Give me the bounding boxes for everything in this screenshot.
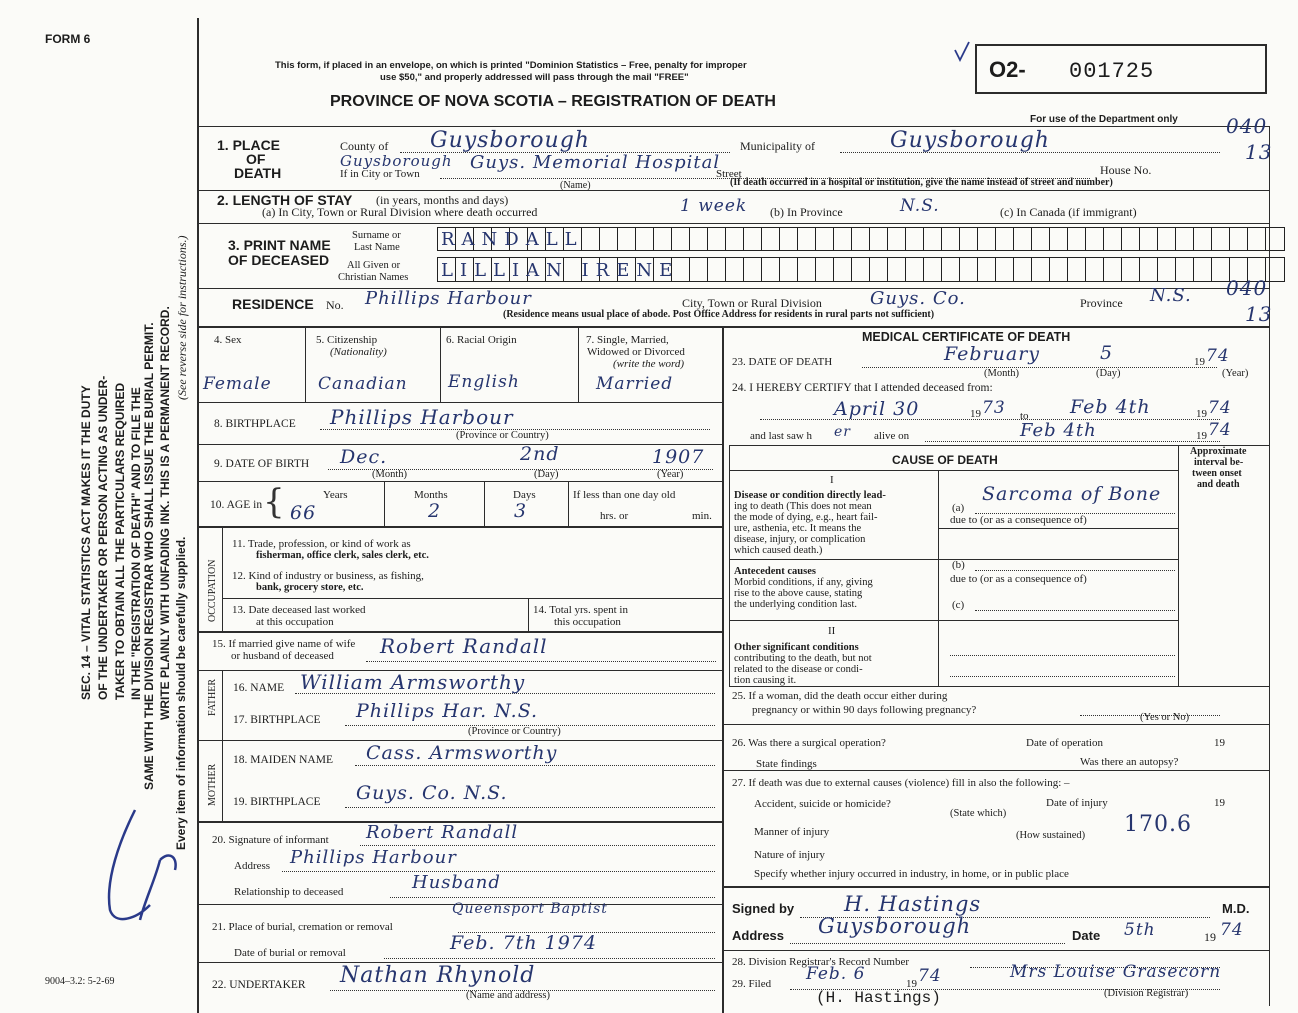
informant-address-value: Phillips Harbour	[290, 847, 457, 868]
min-label: min.	[692, 510, 712, 522]
state-which: (State which)	[950, 808, 1007, 819]
personal-row-2	[198, 402, 722, 403]
roman-1: I	[830, 474, 834, 486]
spouse-label-1: 15. If married give name of wife	[212, 638, 356, 650]
occupation-row	[222, 598, 722, 599]
dept-code-2: 13	[1245, 140, 1273, 164]
personal-row-3	[198, 444, 722, 445]
other-label-3: related to the disease or condi-	[734, 664, 863, 675]
column-divider	[722, 326, 724, 1013]
from-year: 73	[982, 398, 1006, 418]
q27-label: 27. If death was due to external causes (violence) fill in also the following: –	[732, 777, 1070, 789]
md-label: M.D.	[1222, 901, 1250, 916]
years-spent-label-2: this occupation	[554, 616, 621, 628]
stay-a-value: 1 week	[680, 196, 748, 216]
interval-label-4: and death	[1197, 479, 1240, 490]
alive-value: Feb 4th	[1020, 420, 1097, 441]
q25-line-1: 25. If a woman, did the death occur either during	[732, 690, 948, 702]
stay-c-label: (c) In Canada (if immigrant)	[1000, 205, 1137, 219]
dob-label: 9. DATE OF BIRTH	[214, 458, 310, 470]
years-value: 66	[290, 502, 317, 524]
given-value: LILLIAN IRENE	[441, 260, 680, 281]
interval-label-3: tween onset	[1192, 468, 1242, 479]
marital-label-1: 7. Single, Married,	[586, 334, 669, 346]
lastworked-label-2: at this occupation	[256, 616, 334, 628]
dod-month-caption: (Month)	[984, 368, 1019, 379]
q28-label: 28. Division Registrar's Record Number	[732, 956, 910, 968]
antecedent-label-3: rise to the above cause, stating	[734, 588, 863, 599]
marital-value: Married	[596, 374, 674, 394]
envelope-note-2: use $50," and properly addressed will pass through the mail "FREE"	[380, 72, 689, 83]
marital-label-3: (write the word)	[613, 358, 685, 370]
direct-label-4: ure, asthenia, etc. It means the	[734, 523, 862, 534]
occupation-side-divider	[222, 527, 223, 631]
stay-a-label: (a) In City, Town or Rural Division where death occurred	[262, 205, 538, 219]
personal-row-5	[198, 526, 722, 528]
left-margin-line	[197, 18, 199, 1013]
dod-year: 74	[1206, 346, 1230, 366]
sig-bottom	[723, 950, 1269, 951]
trade-label-1: 11. Trade, profession, or kind of work as	[232, 538, 411, 550]
racial-value: English	[448, 372, 520, 392]
reg-prefix: O2-	[989, 57, 1026, 82]
mother-maiden-value: Cass. Armsworthy	[366, 742, 558, 764]
undertaker-caption: (Name and address)	[466, 990, 550, 1001]
municipality-value: Guysborough	[890, 128, 1050, 153]
interval-label-2: interval be-	[1194, 457, 1244, 468]
birthplace-label: 8. BIRTHPLACE	[214, 418, 296, 430]
undertaker-label: 22. UNDERTAKER	[212, 979, 306, 991]
place-label-2: OF	[246, 151, 266, 167]
name-caption: (Name)	[560, 180, 591, 191]
dob-day: 2nd	[520, 443, 560, 465]
racial-divider	[578, 327, 579, 402]
to-year-prefix: 19	[1196, 408, 1207, 420]
place-label-1: 1. PLACE	[217, 137, 281, 153]
footer-code: 9004–3.2: 5-2-69	[45, 976, 115, 987]
due-to-2: due to (or as a consequence of)	[950, 573, 1087, 585]
typed-name: (H. Hastings)	[816, 989, 941, 1007]
sig-date-value: 5th	[1124, 920, 1156, 940]
age-brace: {	[263, 482, 286, 522]
sidebar-line-3: TAKER TO OBTAIN ALL THE PARTICULARS REQUIRED	[113, 382, 127, 700]
hrs-label: hrs. or	[600, 510, 629, 522]
municipality-label: Municipality of	[740, 139, 815, 153]
stay-sub: (in years, months and days)	[376, 193, 509, 207]
cause-b-line	[975, 570, 1175, 571]
q27-bottom	[723, 886, 1269, 888]
direct-label-5: disease, injury, or complication	[734, 534, 866, 545]
dob-month-caption: (Month)	[372, 469, 407, 480]
trade-label-2: fisherman, office clerk, sales clerk, etc.	[256, 550, 429, 561]
signed-label: Signed by	[732, 901, 795, 916]
industry-label-2: bank, grocery store, etc.	[256, 582, 364, 593]
sex-label: 4. Sex	[214, 334, 242, 346]
accident-label: Accident, suicide or homicide?	[754, 798, 891, 810]
house-label: House No.	[1100, 163, 1152, 177]
op-year-prefix: 19	[1214, 737, 1225, 749]
dod-year-caption: (Year)	[1222, 368, 1249, 379]
header-divider	[198, 126, 1270, 127]
cause-line-3	[730, 620, 1178, 621]
relationship-value: Husband	[412, 872, 501, 893]
sidebar-line-8: (See reverse side for instructions.)	[175, 235, 189, 400]
residence-province-label: Province	[1080, 296, 1123, 310]
dob-year-caption: (Year)	[657, 469, 684, 480]
to-year: 74	[1208, 398, 1232, 418]
row-divider-3	[198, 288, 1270, 289]
antecedent-label-1: Antecedent causes	[734, 566, 816, 577]
lessday-label: If less than one day old	[573, 489, 676, 501]
other-label-4: tion causing it.	[734, 675, 797, 686]
industry-label-1: 12. Kind of industry or business, as fishing,	[232, 570, 424, 582]
residence-label: RESIDENCE	[232, 296, 314, 312]
lastsaw-label: and last saw h	[750, 430, 813, 442]
age-divider-3	[568, 482, 569, 526]
surname-label-2: Last Name	[354, 242, 400, 253]
direct-label-3: the mode of dying, e.g., heart fail-	[734, 512, 878, 523]
father-birth-label: 17. BIRTHPLACE	[233, 714, 321, 726]
personal-top	[198, 326, 722, 327]
sig-address-label: Address	[732, 928, 785, 943]
manner-label: Manner of injury	[754, 826, 830, 838]
other-label-2: contributing to the death, but not	[734, 653, 872, 664]
citizen-divider	[440, 327, 441, 402]
op-date-label: Date of operation	[1026, 737, 1103, 749]
row-divider-1	[198, 190, 1270, 191]
cause-c-label: (c)	[952, 599, 965, 611]
mother-side-divider	[222, 741, 223, 821]
dod-label: 23. DATE OF DEATH	[732, 356, 833, 368]
residence-province-value: N.S.	[1150, 285, 1192, 306]
street-label: Street	[716, 168, 742, 180]
antecedent-label-4: the underlying condition last.	[734, 599, 858, 610]
alive-year-prefix: 19	[1196, 430, 1207, 442]
attended-line	[760, 419, 1220, 420]
q26-bottom	[723, 770, 1269, 771]
surname-label-1: Surname or	[352, 230, 401, 241]
other-label-1: Other significant conditions	[734, 642, 859, 653]
antecedent-label-2: Morbid conditions, if any, giving	[734, 577, 873, 588]
lastsaw-value: er	[834, 424, 851, 440]
reg-number: 001725	[1069, 59, 1155, 84]
dob-day-caption: (Day)	[534, 469, 559, 480]
burial-date-line	[384, 958, 715, 959]
spouse-value: Robert Randall	[380, 634, 548, 658]
filed-year-prefix: 19	[906, 978, 917, 990]
occupation-side-label: OCCUPATION	[207, 559, 218, 622]
county-label: County of	[340, 139, 389, 153]
direct-label-2: ing to death (This does not mean	[734, 501, 872, 512]
check-mark-icon	[952, 40, 972, 64]
how-sustained: (How sustained)	[1016, 830, 1086, 841]
citizen-sub: (Nationality)	[330, 346, 387, 358]
relationship-label: Relationship to deceased	[234, 886, 344, 898]
age-divider-2	[484, 482, 485, 526]
dept-code-4: 13	[1245, 302, 1273, 326]
deceased-label-2: OF DECEASED	[228, 252, 330, 268]
cause-line-1	[939, 528, 1178, 529]
sidebar-line-5: SAME WITH THE DIVISION REGISTRAR WHO SHALL ISSUE THE BURIAL PERMIT.	[142, 322, 156, 790]
specify-label: Specify whether injury occurred in industry, in home, or in public place	[754, 868, 1069, 880]
father-name-label: 16. NAME	[233, 682, 285, 694]
registrar-caption: (Division Registrar)	[1104, 988, 1189, 999]
alive-year: 74	[1208, 420, 1232, 440]
mother-maiden-line	[355, 765, 715, 766]
dod-day-caption: (Day)	[1096, 368, 1121, 379]
informant-sig-line	[360, 845, 715, 846]
other-line-1	[950, 655, 1175, 656]
direct-label-1: Disease or condition directly lead-	[734, 490, 886, 501]
interval-label-1: Approximate	[1190, 446, 1247, 457]
dept-code-1: 040	[1226, 114, 1268, 138]
dept-code-3: 040	[1226, 276, 1268, 300]
stay-label: 2. LENGTH OF STAY	[217, 192, 353, 208]
dod-line	[862, 367, 1217, 368]
informant-sig-label: 20. Signature of informant	[212, 834, 329, 846]
certify-label: 24. I HEREBY CERTIFY that I attended deceased from:	[732, 382, 993, 394]
stay-b-value: N.S.	[900, 196, 940, 216]
hospital-name-value: Guys. Memorial Hospital	[470, 152, 721, 173]
personal-row-6	[198, 631, 722, 633]
sidebar-line-7: Every item of information should be carefully supplied.	[174, 536, 188, 850]
cause-b-label: (b)	[952, 559, 965, 571]
medical-title: MEDICAL CERTIFICATE OF DEATH	[862, 330, 1071, 344]
q25-bottom	[723, 724, 1269, 725]
from-year-prefix: 19	[970, 408, 981, 420]
q29-label: 29. Filed	[732, 978, 772, 990]
residence-city-value: Guys. Co.	[870, 288, 966, 309]
informant-sig-value: Robert Randall	[366, 822, 519, 843]
manner-value: 170.6	[1124, 812, 1192, 837]
form-number: FORM 6	[45, 32, 91, 46]
residence-note: (Residence means usual place of abode. Post Office Address for residents in rural parts not sufficient)	[503, 309, 935, 320]
sidebar-line-4: IN THE "REGISTRATION OF DEATH" AND TO FILE THE	[129, 387, 143, 700]
other-line-2	[950, 676, 1175, 677]
burial-place-value: Queensport Baptist	[452, 901, 608, 917]
from-value: April 30	[834, 398, 920, 420]
cause-a-value: Sarcoma of Bone	[982, 483, 1162, 505]
sig-year-value: 74	[1220, 920, 1244, 940]
cause-a-label: (a)	[952, 502, 965, 514]
racial-label: 6. Racial Origin	[446, 334, 517, 346]
residence-no-label: No.	[326, 298, 344, 312]
residence-street-value: Phillips Harbour	[365, 288, 532, 309]
lastworked-label-1: 13. Date deceased last worked	[232, 604, 366, 616]
father-side-label: FATHER	[207, 678, 218, 716]
mother-maiden-label: 18. MAIDEN NAME	[233, 754, 333, 766]
filed-year: 74	[918, 966, 942, 986]
citizen-value: Canadian	[318, 374, 408, 394]
county-value: Guysborough	[430, 128, 590, 153]
injury-date-label: Date of injury	[1046, 797, 1108, 809]
city-value: Guysborough	[340, 152, 453, 170]
days-value: 3	[514, 500, 528, 522]
father-birth-caption: (Province or Country)	[468, 726, 561, 737]
form-title: PROVINCE OF NOVA SCOTIA – REGISTRATION OF DEATH	[330, 93, 776, 110]
mother-side-label: MOTHER	[207, 763, 218, 806]
dob-year: 1907	[652, 446, 705, 468]
father-birth-value: Phillips Har. N.S.	[356, 700, 539, 722]
months-label: Months	[414, 489, 448, 501]
spouse-label-2: or husband of deceased	[231, 650, 334, 662]
burial-place-label: 21. Place of burial, cremation or removal	[212, 921, 393, 933]
cause-interval-divider	[1178, 445, 1179, 687]
nature-label: Nature of injury	[754, 849, 825, 861]
years-spent-label-1: 14. Total yrs. spent in	[533, 604, 628, 616]
relationship-line	[390, 897, 715, 898]
filed-value: Feb. 6	[806, 964, 866, 984]
row-divider-2	[198, 223, 1270, 224]
stay-b-label: (b) In Province	[770, 205, 843, 219]
sidebar-line-1: SEC. 14 – VITAL STATISTICS ACT MAKES IT THE DUTY	[79, 385, 93, 700]
birthplace-caption: (Province or Country)	[456, 430, 549, 441]
years-label: Years	[323, 489, 348, 501]
due-to-1: due to (or as a consequence of)	[950, 514, 1087, 526]
father-side-divider	[222, 671, 223, 741]
dod-year-prefix: 19	[1194, 356, 1205, 368]
father-name-value: William Armsworthy	[300, 670, 526, 694]
q25-line-2: pregnancy or within 90 days following pregnancy?	[752, 704, 977, 716]
mother-birth-value: Guys. Co. N.S.	[356, 782, 508, 804]
given-label-1: All Given or	[347, 260, 401, 271]
place-label-3: DEATH	[234, 165, 282, 181]
city-label: If in City or Town	[340, 168, 420, 180]
cause-header-line	[730, 470, 1178, 471]
q25-yesno: (Yes or No)	[1140, 712, 1190, 723]
surname-value: RANDALL	[441, 229, 584, 250]
registrar-initials-mark	[90, 800, 190, 930]
sidebar-line-2: OF THE UNDERTAKER OR PERSON ACTING AS UNDER-	[96, 375, 110, 700]
cause-title: CAUSE OF DEATH	[892, 453, 998, 467]
mother-birth-label: 19. BIRTHPLACE	[233, 796, 321, 808]
burial-date-value: Feb. 7th 1974	[450, 932, 597, 954]
months-value: 2	[428, 500, 442, 522]
occupation-split	[528, 598, 529, 631]
informant-address-label: Address	[234, 860, 271, 872]
sex-value: Female	[203, 374, 272, 394]
age-divider-1	[384, 482, 385, 526]
age-label: 10. AGE in	[210, 499, 263, 511]
dod-month: February	[944, 343, 1041, 365]
to-label: to	[1020, 410, 1029, 422]
signed-value: H. Hastings	[844, 892, 982, 916]
marital-label-2: Widowed or Divorced	[587, 346, 685, 358]
cause-c-line	[975, 610, 1175, 611]
spouse-line	[366, 661, 716, 662]
sig-address-line	[790, 943, 1065, 944]
sig-year-prefix: 19	[1204, 930, 1216, 944]
cause-label-divider	[938, 470, 939, 687]
sex-divider	[305, 327, 306, 402]
q26-label: 26. Was there a surgical operation?	[732, 737, 886, 749]
residence-city-label: City, Town or Rural Division	[682, 296, 822, 310]
deceased-label-1: 3. PRINT NAME	[228, 237, 331, 253]
dod-day: 5	[1100, 342, 1114, 364]
alive-line	[925, 441, 1220, 442]
direct-label-6: which caused death.)	[734, 545, 823, 556]
sidebar-line-6: WRITE PLAINLY WITH UNFADING INK. THIS IS A PERMANENT RECORD.	[158, 306, 172, 720]
sig-address-value: Guysborough	[818, 914, 972, 938]
roman-2: II	[828, 625, 836, 637]
alive-label: alive on	[874, 430, 910, 442]
days-label: Days	[513, 489, 536, 501]
injury-year-prefix: 19	[1214, 797, 1225, 809]
dept-use-note: For use of the Department only	[1030, 114, 1178, 125]
registration-number-box	[975, 44, 1267, 94]
dob-month: Dec.	[340, 446, 388, 468]
burial-date-label: Date of burial or removal	[234, 947, 346, 959]
envelope-note-1: This form, if placed in an envelope, on which is printed "Dominion Statistics – Free, penalty for improper	[275, 60, 747, 71]
mother-birth-line	[345, 807, 715, 808]
given-label-2: Christian Names	[338, 272, 409, 283]
citizen-label: 5. Citizenship	[316, 334, 378, 346]
registrar-value: Mrs Louise Grasecorn	[1010, 962, 1222, 982]
autopsy-label: Was there an autopsy?	[1080, 756, 1179, 768]
undertaker-value: Nathan Rhynold	[340, 963, 536, 988]
state-findings-label: State findings	[756, 758, 817, 770]
to-value: Feb 4th	[1070, 396, 1151, 418]
birthplace-value: Phillips Harbour	[330, 405, 514, 429]
personal-row-8	[198, 740, 722, 741]
hospital-note: (If death occurred in a hospital or institution, give the name instead of street and number)	[730, 177, 1113, 188]
sig-date-label: Date	[1072, 928, 1101, 943]
